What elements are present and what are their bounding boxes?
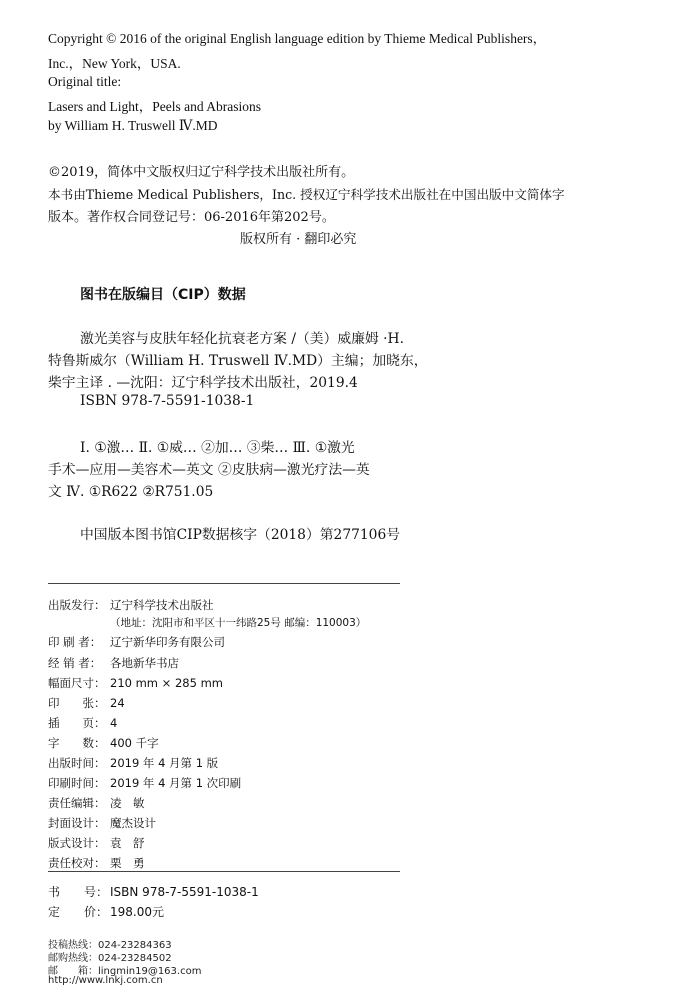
website-url: http://www.lnkj.com.cn bbox=[48, 975, 163, 986]
pubtime-label: 出版时间： bbox=[48, 756, 106, 770]
rights-reserved: 版权所有 · 翻印必究 bbox=[240, 232, 357, 247]
publisher-value: 辽宁科学技术出版社 bbox=[110, 598, 214, 612]
copyright-en-line5: by William H. Truswell Ⅳ.MD bbox=[48, 118, 218, 133]
price-label: 定 价： bbox=[48, 905, 109, 919]
book-isbn-row bbox=[48, 883, 259, 900]
publisher-address: （地址：沈阳市和平区十一纬路25号 邮编：110003） bbox=[110, 617, 367, 629]
proofreader-value: 栗 勇 bbox=[110, 856, 145, 870]
proofreader-row bbox=[48, 855, 145, 871]
distributor-row bbox=[48, 655, 179, 671]
cip-class-line1: Ⅰ. ①激… Ⅱ. ①威… ②加… ③柴… Ⅲ. ①激光 bbox=[80, 440, 355, 456]
layout-design-value: 袁 舒 bbox=[110, 836, 145, 850]
printtime-row bbox=[48, 775, 241, 791]
cip-entry-line3: 柴宇主译 . —沈阳：辽宁科学技术出版社，2019.4 bbox=[48, 375, 358, 391]
cover-design-value: 魔杰设计 bbox=[110, 816, 156, 830]
size-label: 幅面尺寸： bbox=[48, 676, 106, 690]
publisher-row bbox=[48, 597, 214, 613]
size-row bbox=[48, 675, 223, 691]
cip-entry-line1: 激光美容与皮肤年轻化抗衰老方案 /（美）威廉姆 ·H. bbox=[80, 331, 404, 347]
copyright-en-line4: Lasers and Light，Peels and Abrasions bbox=[48, 99, 261, 114]
book-isbn-value: ISBN 978-7-5591-1038-1 bbox=[110, 885, 259, 899]
words-row bbox=[48, 735, 159, 751]
copyright-cn-line3: 版本。著作权合同登记号：06-2016年第202号。 bbox=[48, 210, 335, 225]
cover-design-label: 封面设计： bbox=[48, 816, 106, 830]
cip-entry-line2: 特鲁斯威尔（William H. Truswell Ⅳ.MD）主编；加晓东， bbox=[48, 353, 428, 369]
plates-row bbox=[48, 715, 117, 731]
sheets-row bbox=[48, 695, 125, 711]
copyright-cn-line1: ©2019，简体中文版权归辽宁科学技术出版社所有。 bbox=[48, 165, 355, 180]
copyright-cn-line2: 本书由Thieme Medical Publishers，Inc. 授权辽宁科学技术出版社在中国出版中文简体字 bbox=[48, 187, 565, 202]
submission-hotline: 投稿热线：024-23284363 bbox=[48, 940, 172, 951]
copyright-en-line3: Original title: bbox=[48, 74, 122, 89]
sheets-value: 24 bbox=[110, 696, 125, 710]
printer-label: 印 刷 者： bbox=[48, 635, 102, 649]
printer-row bbox=[48, 634, 225, 650]
price-row bbox=[48, 903, 164, 920]
proofreader-label: 责任校对： bbox=[48, 856, 106, 870]
price-value: 198.00元 bbox=[110, 905, 164, 919]
pubtime-row bbox=[48, 755, 218, 771]
cip-verify-number: 中国版本图书馆CIP数据核字（2018）第277106号 bbox=[80, 527, 401, 543]
cip-class-line2: 手术—应用—美容术—英文 ②皮肤病—激光疗法—英 bbox=[48, 462, 370, 478]
mail-order-hotline: 邮购热线：024-23284502 bbox=[48, 953, 172, 964]
words-value: 400 千字 bbox=[110, 736, 159, 750]
distributor-label: 经 销 者： bbox=[48, 656, 102, 670]
cip-isbn: ISBN 978-7-5591-1038-1 bbox=[80, 393, 255, 409]
cip-class-line3: 文 Ⅳ. ①R622 ②R751.05 bbox=[48, 484, 214, 500]
size-value: 210 mm × 285 mm bbox=[110, 676, 223, 690]
divider-top bbox=[48, 583, 400, 584]
copyright-en-line1: Copyright © 2016 of the original English language edition by Thieme Medical Publishers， bbox=[48, 31, 547, 46]
printer-value: 辽宁新华印务有限公司 bbox=[110, 635, 225, 649]
cover-design-row bbox=[48, 815, 156, 831]
editor-value: 凌 敏 bbox=[110, 796, 145, 810]
plates-label: 插 页： bbox=[48, 716, 106, 730]
pubtime-value: 2019 年 4 月第 1 版 bbox=[110, 756, 219, 770]
printtime-label: 印刷时间： bbox=[48, 776, 106, 790]
book-isbn-label: 书 号： bbox=[48, 885, 109, 899]
plates-value: 4 bbox=[110, 716, 118, 730]
email-address: 邮 箱：lingmin19@163.com bbox=[48, 966, 202, 977]
cip-heading: 图书在版编目（CIP）数据 bbox=[80, 287, 246, 303]
distributor-value: 各地新华书店 bbox=[110, 656, 179, 670]
words-label: 字 数： bbox=[48, 736, 106, 750]
copyright-en-line2: Inc.，New York，USA. bbox=[48, 56, 181, 71]
printtime-value: 2019 年 4 月第 1 次印刷 bbox=[110, 776, 242, 790]
editor-row bbox=[48, 795, 145, 811]
editor-label: 责任编辑： bbox=[48, 796, 106, 810]
layout-design-row bbox=[48, 835, 145, 851]
publisher-label: 出版发行： bbox=[48, 598, 106, 612]
sheets-label: 印 张： bbox=[48, 696, 106, 710]
layout-design-label: 版式设计： bbox=[48, 836, 106, 850]
divider-bottom bbox=[48, 871, 400, 872]
